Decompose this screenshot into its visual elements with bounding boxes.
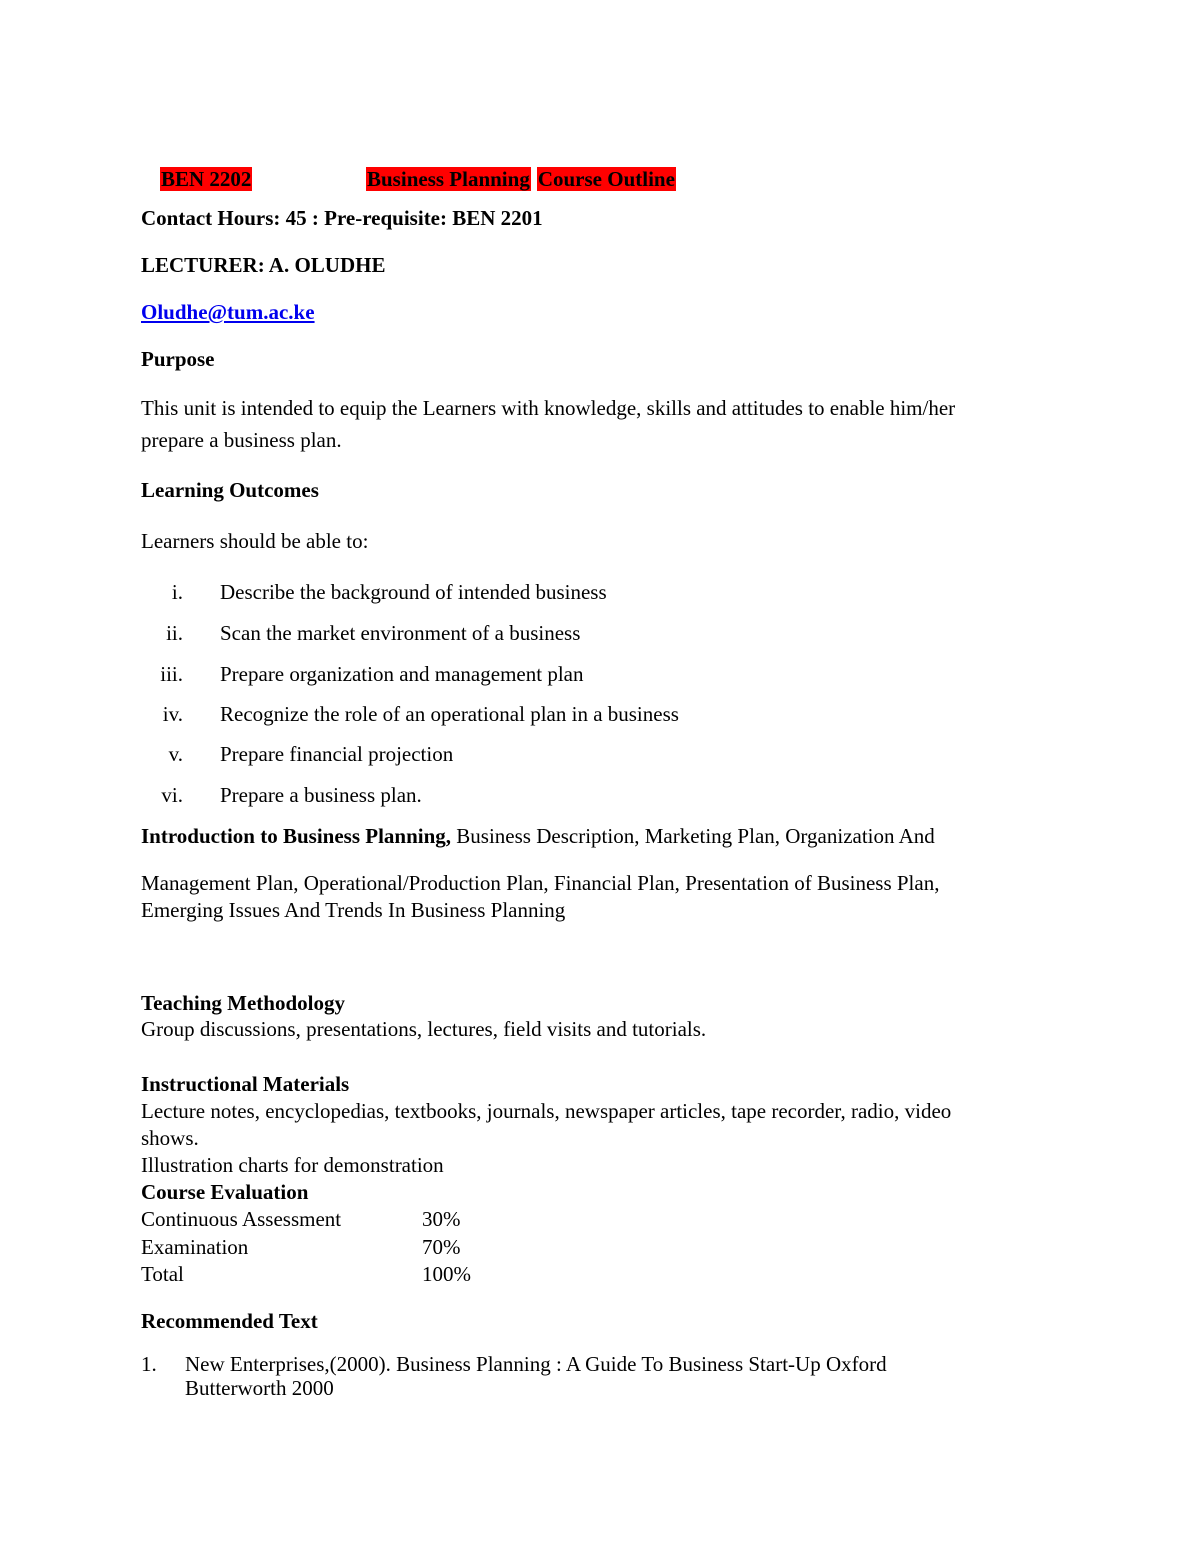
list-item-text: Recognize the role of an operational plan in a business: [220, 702, 679, 726]
list-item-number: iii.: [160, 662, 183, 686]
content-line1-rest: Business Description, Marketing Plan, Organization And: [451, 824, 935, 848]
list-item-text: Prepare financial projection: [220, 742, 454, 766]
course-title-header: [366, 167, 676, 192]
lecturer-line: LECTURER: A. OLUDHE: [141, 253, 386, 277]
course-evaluation-heading: Course Evaluation: [141, 1180, 309, 1204]
list-item: [0, 662, 1200, 688]
list-item: [0, 702, 1200, 728]
evaluation-label: Continuous Assessment: [141, 1207, 342, 1231]
list-item-number: v.: [168, 742, 183, 766]
content-lead: Introduction to Business Planning,: [141, 824, 452, 848]
purpose-text-line2: prepare a business plan.: [141, 428, 342, 452]
instructional-materials-line1: Lecture notes, encyclopedias, textbooks, journals, newspaper articles, tape recorder, radio, video: [141, 1099, 952, 1123]
list-item-number: iv.: [162, 702, 183, 726]
teaching-methodology-heading: Teaching Methodology: [141, 991, 345, 1015]
instructional-materials-heading: Instructional Materials: [141, 1072, 350, 1096]
evaluation-value: 70%: [422, 1235, 461, 1259]
list-item: [0, 621, 1200, 647]
list-item: [0, 742, 1200, 768]
course-title-part1: Business Planning: [367, 167, 530, 191]
learning-outcomes-heading: Learning Outcomes: [141, 478, 319, 502]
list-item: [0, 783, 1200, 809]
recommended-text-heading: Recommended Text: [141, 1309, 318, 1333]
list-item-text: Prepare organization and management plan: [220, 662, 584, 686]
list-item-number: i.: [171, 580, 183, 604]
evaluation-value: 100%: [422, 1262, 471, 1286]
list-item-text: Describe the background of intended business: [220, 580, 607, 604]
content-line2: Management Plan, Operational/Production Plan, Financial Plan, Presentation of Business Plan,: [141, 871, 940, 895]
course-code-header: [160, 167, 252, 192]
evaluation-label: Examination: [141, 1235, 249, 1259]
recommended-text-line1: New Enterprises,(2000). Business Planning : A Guide To Business Start-Up Oxford: [185, 1352, 887, 1376]
list-item: [0, 580, 1200, 606]
table-row: [0, 1262, 1200, 1288]
teaching-methodology-text: Group discussions, presentations, lectures, field visits and tutorials.: [141, 1017, 707, 1041]
contact-hours-line: Contact Hours: 45 : Pre-requisite: BEN 2201: [141, 206, 543, 230]
list-item-number: vi.: [161, 783, 183, 807]
list-item: [0, 1352, 1200, 1404]
list-item-number: 1.: [141, 1352, 157, 1376]
purpose-text-line1: This unit is intended to equip the Learners with knowledge, skills and attitudes to enable him/her: [141, 396, 956, 420]
content-line3: Emerging Issues And Trends In Business Planning: [141, 898, 566, 922]
instructional-materials-line2: shows.: [141, 1126, 199, 1150]
email-link-wrap: [141, 300, 315, 325]
recommended-text-line2: Butterworth 2000: [185, 1376, 334, 1400]
list-item-number: ii.: [166, 621, 183, 645]
table-row: [0, 1207, 1200, 1233]
evaluation-value: 30%: [422, 1207, 461, 1231]
instructional-materials-line3: Illustration charts for demonstration: [141, 1153, 444, 1177]
lecturer-email-link[interactable]: Oludhe@tum.ac.ke: [141, 300, 315, 324]
course-code: BEN 2202: [161, 167, 252, 191]
content-line1: [141, 824, 935, 849]
list-item-text: Scan the market environment of a business: [220, 621, 581, 645]
evaluation-label: Total: [141, 1262, 184, 1286]
list-item-text: Prepare a business plan.: [220, 783, 422, 807]
table-row: [0, 1235, 1200, 1261]
course-title-part2: Course Outline: [537, 167, 675, 191]
purpose-heading: Purpose: [141, 347, 215, 371]
learning-outcomes-intro: Learners should be able to:: [141, 529, 369, 553]
